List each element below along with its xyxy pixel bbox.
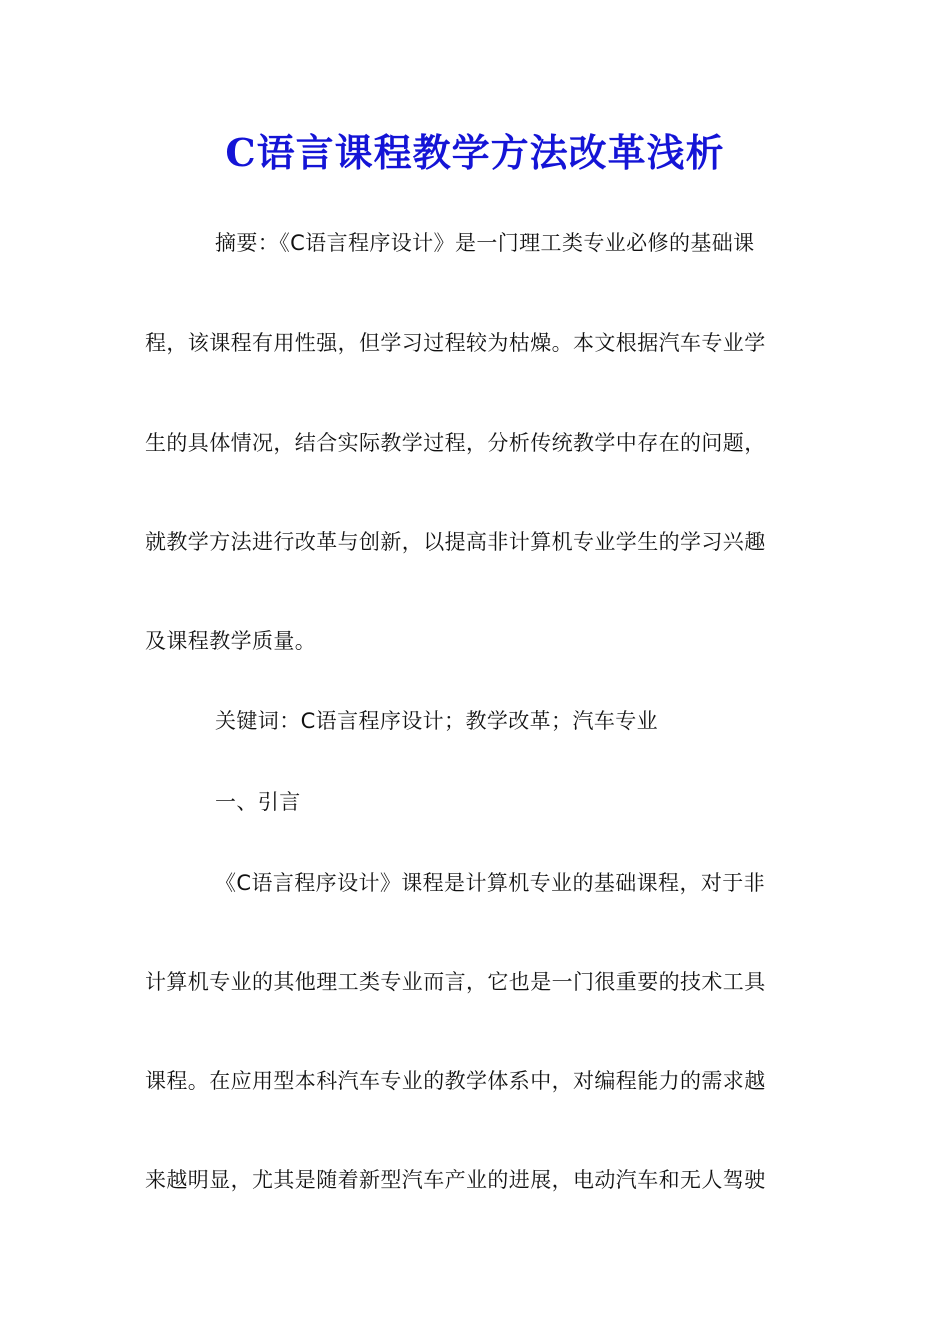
abstract-line: 摘要：《C语言程序设计》是一门理工类专业必修的基础课 xyxy=(215,231,755,255)
keywords-line: 关键词：C语言程序设计；教学改革；汽车专业 xyxy=(215,709,659,733)
intro-line: 计算机专业的其他理工类专业而言，它也是一门很重要的技术工具 xyxy=(145,970,766,994)
document-title: C语言课程教学方法改革浅析 xyxy=(225,130,725,175)
abstract-line: 生的具体情况，结合实际教学过程，分析传统教学中存在的问题， xyxy=(145,431,766,455)
intro-line: 来越明显，尤其是随着新型汽车产业的进展，电动汽车和无人驾驶 xyxy=(145,1168,766,1192)
intro-line: 课程。在应用型本科汽车专业的教学体系中，对编程能力的需求越 xyxy=(145,1069,766,1093)
abstract-line: 程，该课程有用性强，但学习过程较为枯燥。本文根据汽车专业学 xyxy=(145,331,766,355)
abstract-line: 就教学方法进行改革与创新，以提高非计算机专业学生的学习兴趣 xyxy=(145,530,766,554)
intro-line: 《C语言程序设计》课程是计算机专业的基础课程，对于非 xyxy=(215,871,766,895)
abstract-line: 及课程教学质量。 xyxy=(145,629,317,653)
section-heading: 一、引言 xyxy=(215,790,301,814)
